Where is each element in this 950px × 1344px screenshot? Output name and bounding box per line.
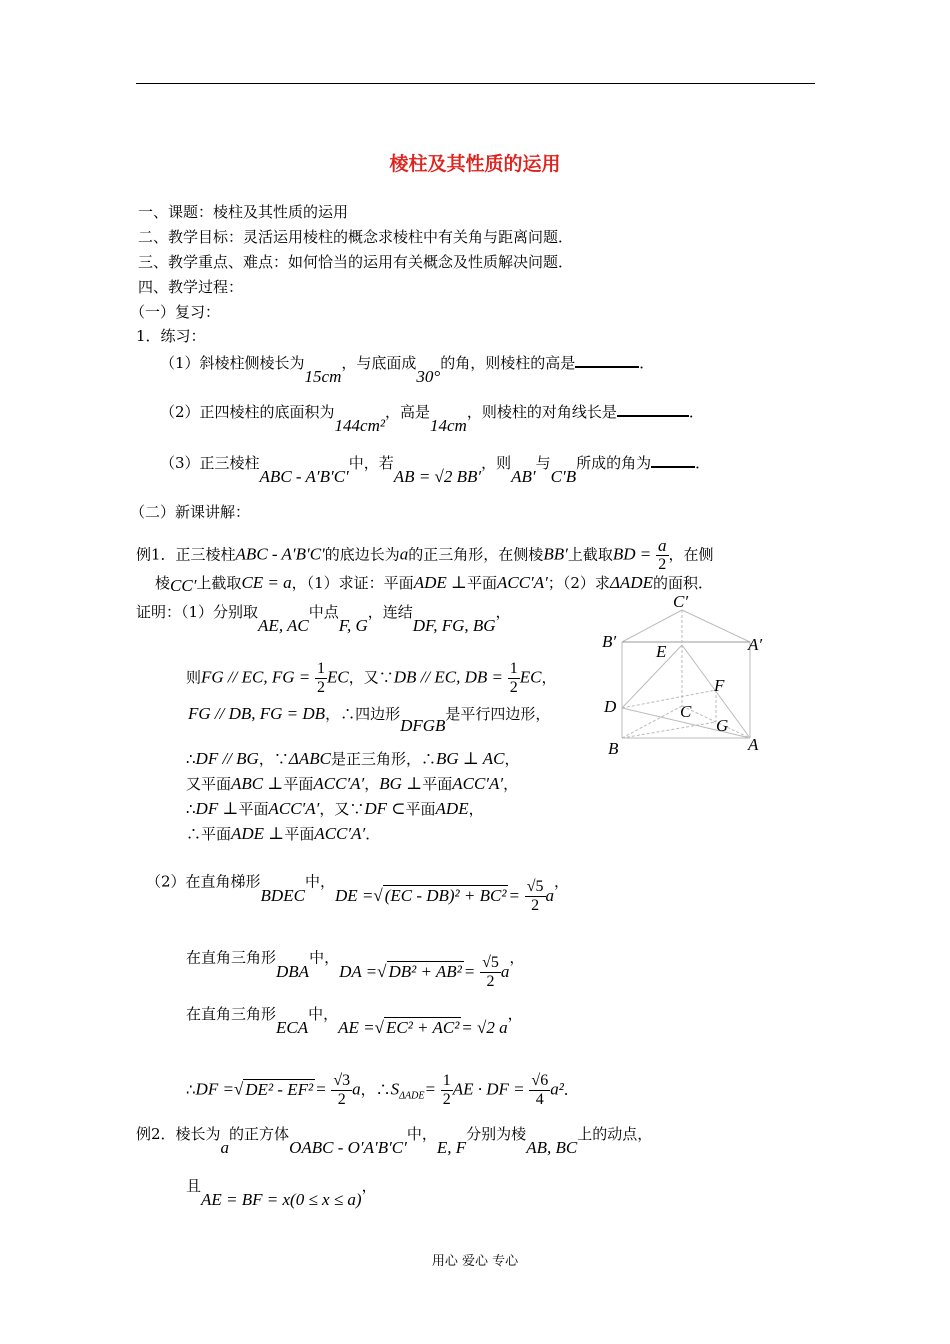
proof-line6: ∴DF ⊥平面ACC′A′，又∵DF ⊂平面ADE， <box>186 799 484 818</box>
answer-blank[interactable] <box>617 401 689 417</box>
example2-line2: 且AE = BF = x(0 ≤ x ≤ a)， <box>186 1177 377 1209</box>
review-heading: （一）复习： <box>130 303 221 321</box>
solution-line4: ∴DF =√ DE² - EF² = $\frac{√3}{2}$ a，$\therefore S_{\Delta ADE}=$ $\frac{1}{2}$ AE · DF = $\frac{√6}{4}$ a²． <box>186 1072 579 1108</box>
label-f: F <box>714 676 725 695</box>
label-b1: B′ <box>602 632 617 651</box>
solution-line2: 在直角三角形DBA中，DA =√ DB² + AB² = $\frac{√5}{2}$ a， <box>186 948 525 990</box>
edge-c1-a1 <box>682 610 750 642</box>
label-d: D <box>604 697 617 716</box>
prism-figure <box>600 590 780 760</box>
label-b: B <box>608 739 619 758</box>
example1-line2: 棱CC′上截取CE = a，（1）求证：平面ADE ⊥平面ACC′A′；（2）求ΔADE的面积． <box>155 573 713 595</box>
solution-line1: （2）在直角梯形BDEC中，DE =√ (EC - DB)² + BC² = $\frac{√5}{2}$ a， <box>146 872 570 914</box>
label-c1: C′ <box>673 592 689 611</box>
proof-line3: FG // DB, FG = DB，∴四边形DFGB是平行四边形， <box>188 704 551 735</box>
answer-blank[interactable] <box>651 452 695 468</box>
answer-blank[interactable] <box>575 352 639 368</box>
solution-line3: 在直角三角形ECA中，AE =√ EC² + AC² = √2 a， <box>186 1005 523 1037</box>
example1-line1: 例1．正三棱柱ABC - A′B′C′的底边长为a的正三角形，在侧棱BB′上截取BD = $\frac{a}{2}$ ，在侧 <box>136 536 714 573</box>
label-a1: A′ <box>748 635 763 654</box>
proof-line7: ∴平面ADE ⊥平面ACC′A′． <box>186 824 381 843</box>
label-a: A <box>748 735 759 754</box>
section-topic: 一、课题：棱柱及其性质的运用 <box>138 203 349 221</box>
proof-line4: ∴DF // BG，∵ΔABC是正三角形，∴BG ⊥ AC， <box>186 749 520 768</box>
proof-line1: 证明：（1）分别取AE, AC中点F, G，连结DF, FG, BG， <box>136 603 511 635</box>
label-c: C <box>680 702 692 721</box>
new-lesson-heading: （二）新课讲解： <box>130 503 251 521</box>
label-g: G <box>716 716 729 735</box>
exercise-1: （1）斜棱柱侧棱长为15cm，与底面成30°的角，则棱柱的高是 ． <box>160 354 655 386</box>
proof-line5: 又平面ABC ⊥平面ACC′A′，BG ⊥平面ACC′A′， <box>186 774 519 793</box>
header-rule <box>136 83 815 84</box>
edge-c1-b1 <box>622 610 682 642</box>
exercise-3: （3）正三棱柱ABC - A′B′C′中，若AB = √2 BB′，则AB′与C′B所成的角为 ． <box>160 454 711 486</box>
practice-heading: 1．练习： <box>136 327 206 345</box>
section-process: 四、教学过程： <box>138 278 244 296</box>
fraction-a-over-2: $\frac{a}{2}$ <box>658 536 667 573</box>
section-key-points: 三、教学重点、难点：如何恰当的运用有关概念及性质解决问题． <box>138 253 574 271</box>
page-title: 棱柱及其性质的运用 <box>389 153 561 175</box>
label-e: E <box>656 642 667 661</box>
exercise-2: （2）正四棱柱的底面积为144cm²，高是14cm，则棱柱的对角线长是 ． <box>160 403 704 435</box>
section-goal: 二、教学目标：灵活运用棱柱的概念求棱柱中有关角与距离问题． <box>138 228 574 246</box>
proof-line2: 则FG // EC, FG = $\frac{1}{2}$ EC，又∵DB // EC, DB = $\frac{1}{2}$ EC， <box>186 660 557 696</box>
example2-line1: 例2．棱长为a的正方体OABC - O′A′B′C′中，E, F分别为棱AB, BC上的动点， <box>136 1125 653 1157</box>
page-footer: 用心 爱心 专心 <box>431 1254 519 1269</box>
